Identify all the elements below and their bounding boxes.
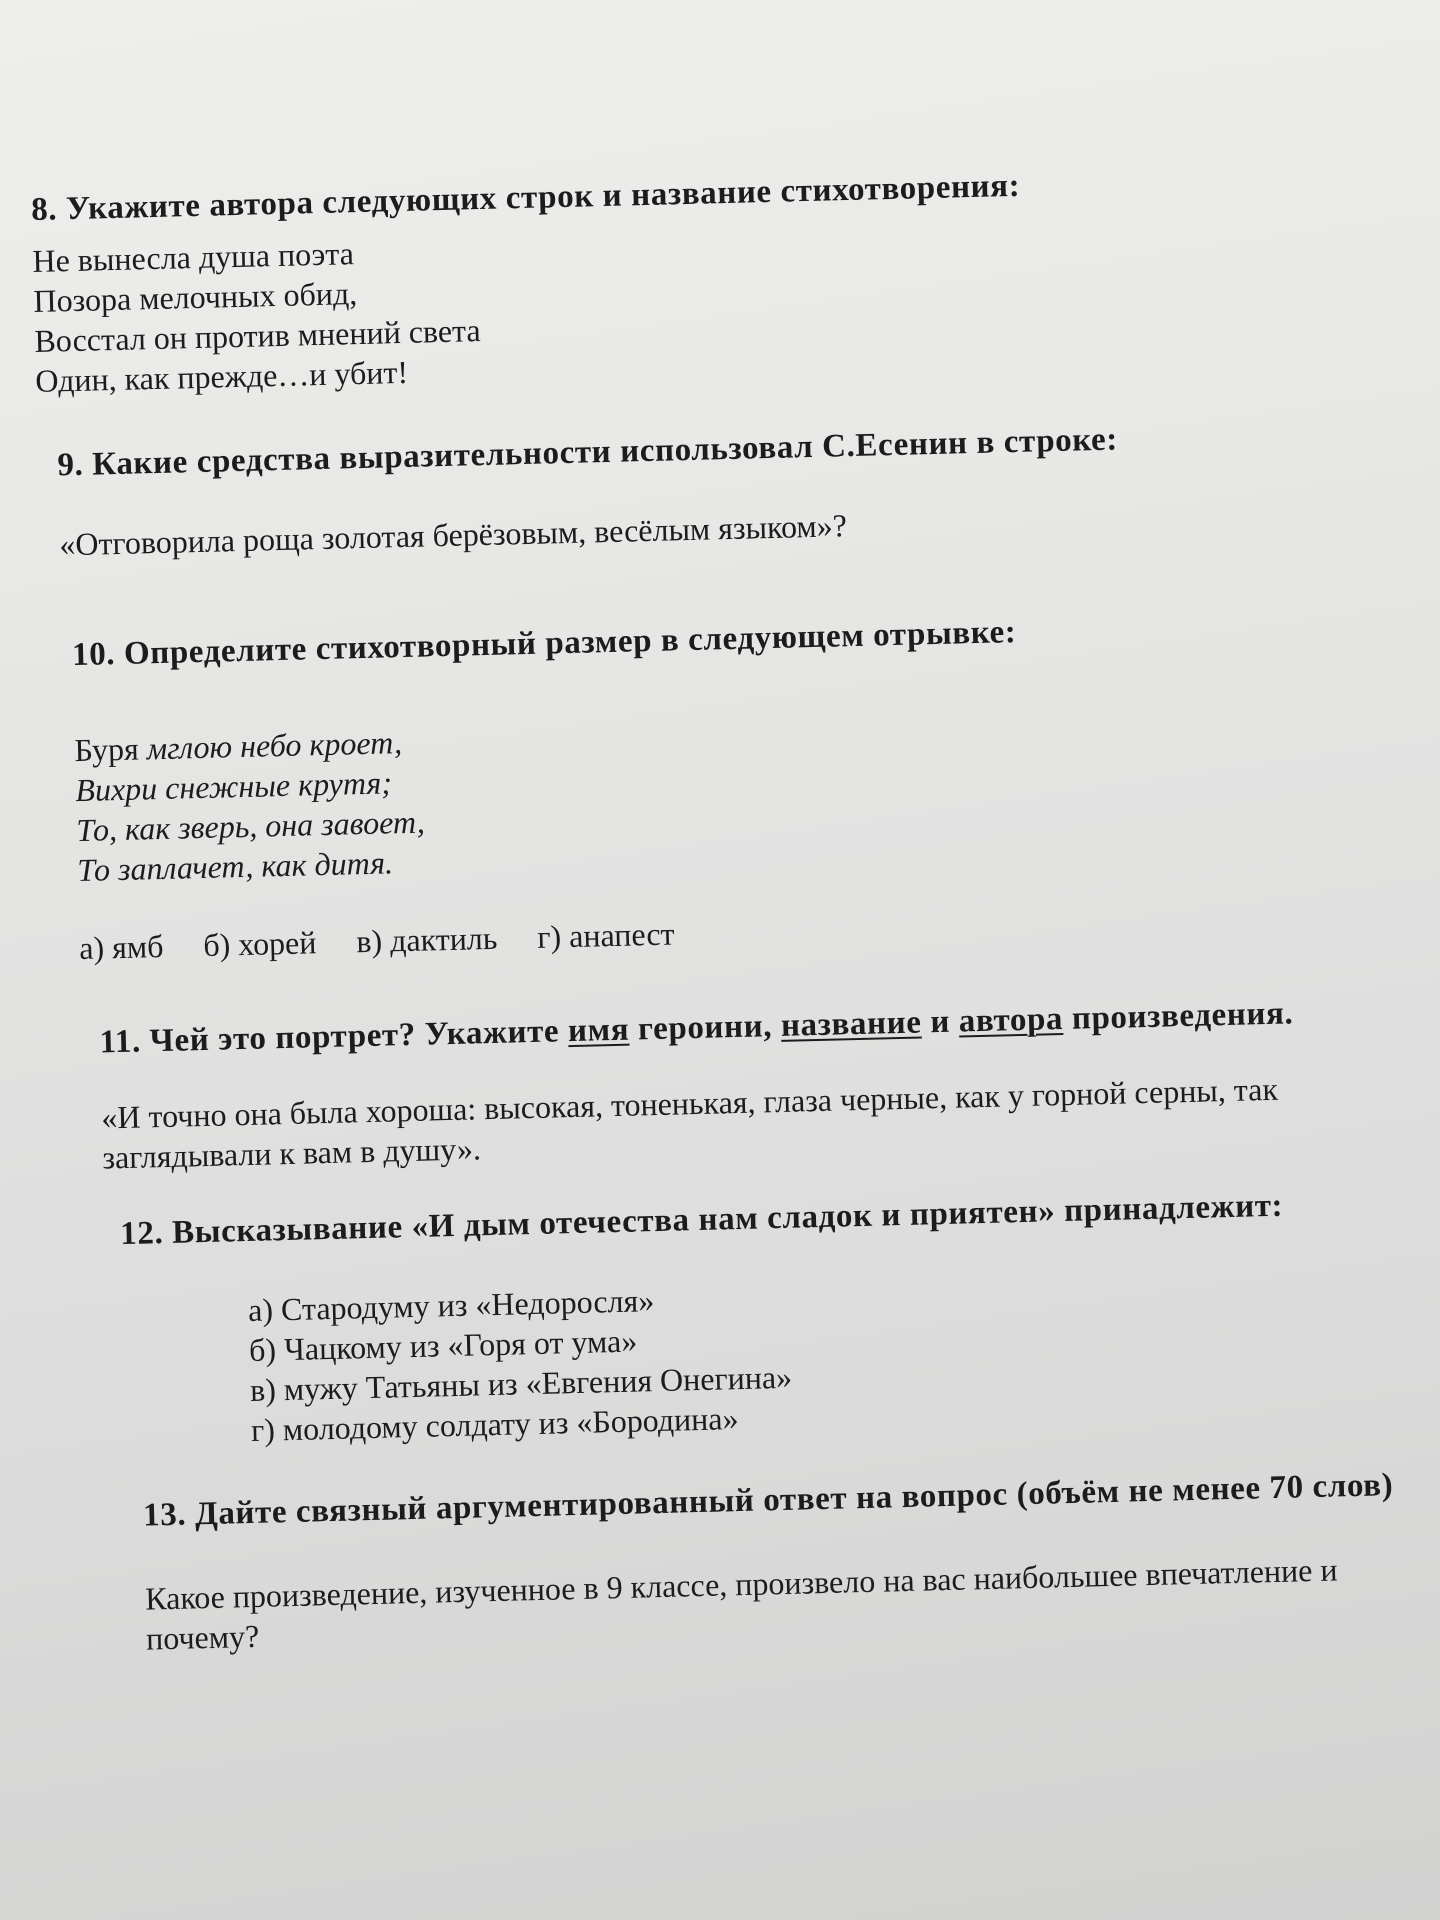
title-text: героини, [628,1007,782,1048]
title-underlined-title: название [780,1004,922,1044]
question-11-quote [101,1063,1440,1178]
question-11-title [99,990,1440,1062]
poem-line-1-rest: мглою небо кроет, [146,724,403,767]
text-line: Какое произведение, изученное в 9 классе, произвело на вас наибольшее впечатление и [144,1551,1338,1617]
question-9-quote: «Отговорила роща золотая берёзовым, весёлым языком»? [58,507,848,563]
question-9 [57,413,1440,565]
question-8-poem [32,206,1440,401]
title-underlined-author: автора [958,1001,1064,1040]
question-11 [99,990,1440,1178]
question-12 [120,1181,1440,1453]
option-b: б) хорей [202,924,317,963]
text-line: почему? [145,1617,260,1657]
option-c: в) мужу Татьяны из «Евгения Онегина» [249,1358,793,1408]
option-a: а) ямб [78,927,164,967]
title-text: произведения. [1062,995,1294,1038]
title-underlined-name: имя [567,1011,630,1050]
question-8-title: 8. Укажите автора следующих строк и название стихотворения: [30,167,1021,228]
poem-line: Восстал он против мнений света [33,312,482,359]
option-a: а) Стародуму из «Недоросля» [247,1282,655,1329]
poem-line: Вихри снежные крутя; [74,764,393,809]
poem-line: То, как зверь, она завоет, [75,803,426,849]
question-12-title: 12. Высказывание «И дым отечества нам сладок и приятен» принадлежит: [119,1187,1284,1253]
question-13-text [145,1544,1440,1659]
quote-line: заглядывали к вам в душу». [101,1130,482,1176]
poem-line: Позора мелочных обид, [33,275,358,319]
option-d: г) анапест [536,915,675,955]
poem-line: Один, как прежде…и убит! [34,353,409,399]
title-text: 11. Чей это портрет? Укажите [99,1013,569,1061]
poem-line: То заплачет, как дитя. [76,844,394,889]
title-text: и [921,1003,960,1041]
question-9-title: 9. Какие средства выразительности использовал С.Есенин в строке: [57,421,1119,484]
question-10-options [79,895,1440,967]
option-b: б) Чацкому из «Горя от ума» [248,1322,638,1368]
poem-line-1-start: Буря [73,730,148,769]
question-10 [72,602,1440,967]
quote-line: «И точно она была хороша: высокая, тоненькая, глаза черные, как у горной серны, так [100,1070,1279,1136]
question-13 [143,1463,1440,1659]
question-10-title: 10. Определите стихотворный размер в следующем отрывке: [71,614,1017,674]
question-10-poem [74,695,1440,890]
worksheet-content [30,125,1440,1657]
option-d: г) молодому солдату из «Бородина» [250,1400,739,1448]
question-13-title: 13. Дайте связный аргументированный ответ на вопрос (объём не менее 70 слов) [142,1467,1394,1534]
question-12-options [248,1258,1440,1450]
option-c: в) дактиль [355,919,498,960]
question-8 [31,157,1440,401]
poem-line: Не вынесла душа поэта [32,235,355,279]
